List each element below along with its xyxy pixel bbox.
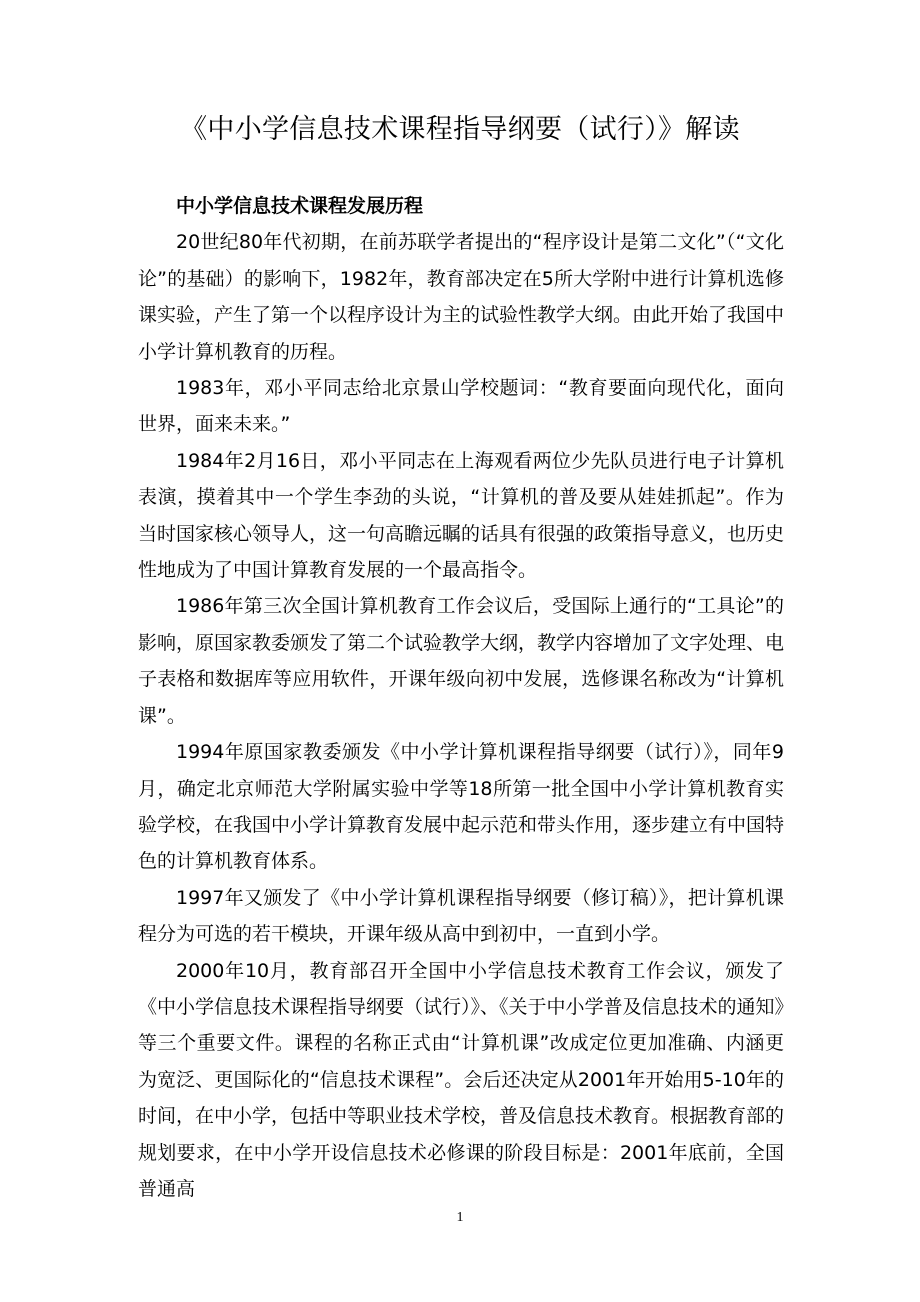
document-body: [138, 188, 784, 1207]
paragraph-3: 1984年2月16日，邓小平同志在上海观看两位少先队员进行电子计算机表演，摸着其中一个学生李劲的头说，“计算机的普及要从娃娃抓起”。作为当时国家核心领导人，这一句高瞻远瞩的话具有很强的政策指导意义，也历史性地成为了中国计算教育发展的一个最高指令。: [138, 449, 785, 582]
paragraph-6: 1997年又颁发了《中小学计算机课程指导纲要（修订稿）》，把计算机课程分为可选的若干模块，开课年级从高中到初中，一直到小学。: [138, 886, 784, 946]
paragraph-2: 1983年，邓小平同志给北京景山学校题词：“教育要面向现代化，面向世界，面来未来。”: [138, 377, 784, 436]
page-number: 1: [456, 1210, 464, 1225]
paragraph-4: 1986年第三次全国计算机教育工作会议后，受国际上通行的“工具论”的影响，原国家教委颁发了第二个试验教学大纲，教学内容增加了文字处理、电子表格和数据库等应用软件，开课年级向初中发展，选修课名称改为“计算机课”。: [138, 595, 785, 727]
paragraph-1: 20世纪80年代初期，在前苏联学者提出的“程序设计是第二文化”（“文化论”的基础）的影响下，1982年，教育部决定在5所大学附中进行计算机选修课实验，产生了第一个以程序设计为主的试验性教学大纲。由此开始了我国中小学计算机教育的历程。: [138, 231, 785, 363]
section-heading: 中小学信息技术课程发展历程: [176, 195, 424, 217]
document-title: 《中小学信息技术课程指导纲要（试行）》解读: [180, 114, 740, 145]
paragraph-5: 1994年原国家教委颁发《中小学计算机课程指导纲要（试行）》，同年9月，确定北京师范大学附属实验中学等18所第一批全国中小学计算机教育实验学校，在我国中小学计算教育发展中起示范和带头作用，逐步建立有中国特色的计算机教育体系。: [138, 741, 785, 873]
paragraph-7: 2000年10月，教育部召开全国中小学信息技术教育工作会议，颁发了《中小学信息技术课程指导纲要（试行）》、《关于中小学普及信息技术的通知》等三个重要文件。课程的名称正式由“计算机课”改成定位更加准确、内涵更为宽泛、更国际化的“信息技术课程”。会后还决定从2001年开始用5-10年的时间，在中小学，包括中等职业技术学校，普及信息技术教育。根据教育部的规划要求，在中小学开设信息技术必修课的阶段目标是：2001年底前，全国普通高: [138, 959, 785, 1200]
